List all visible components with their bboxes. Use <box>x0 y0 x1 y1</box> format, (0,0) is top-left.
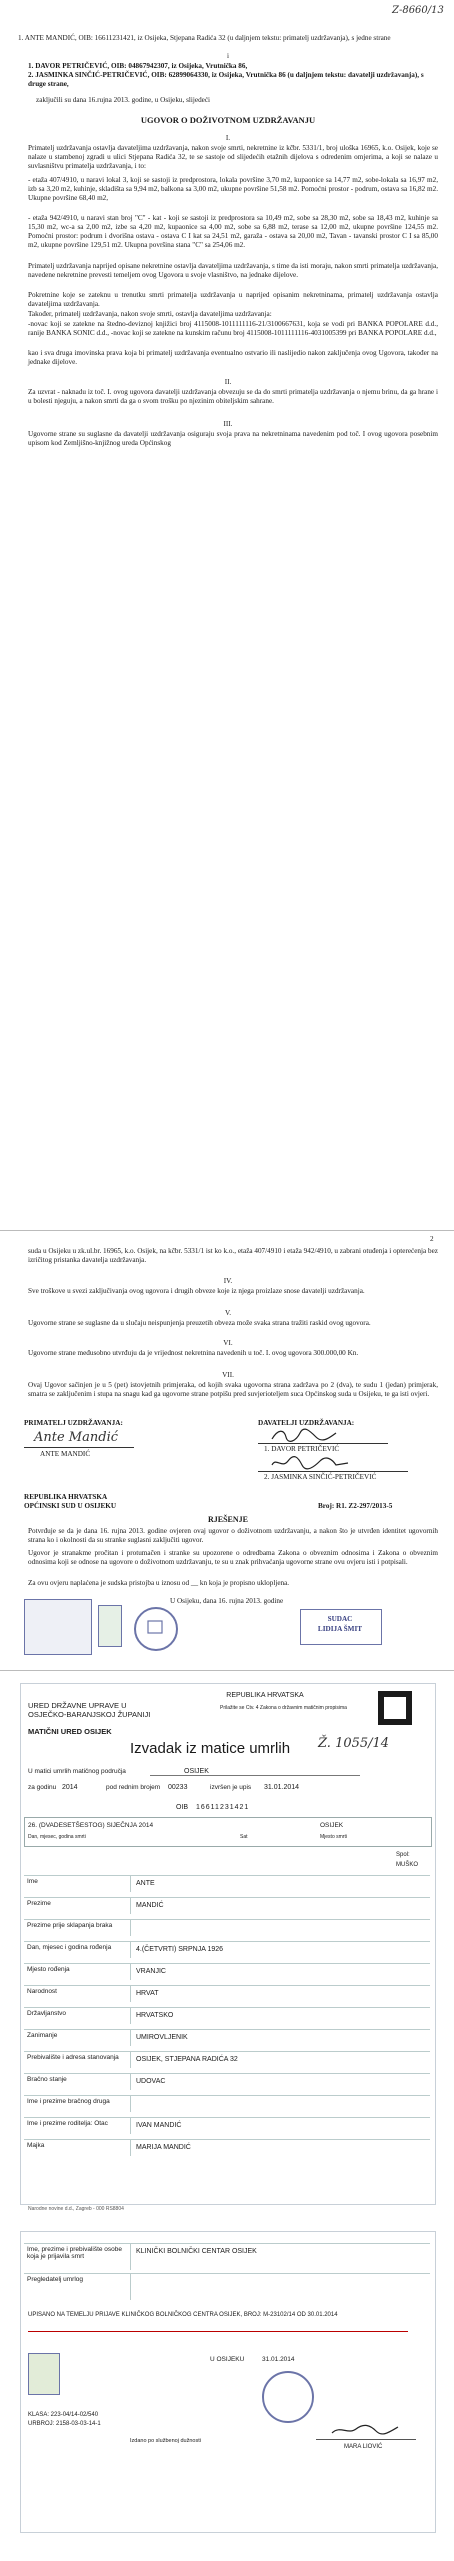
death-date-caption: Dan, mjesec, godina smrti <box>28 1834 86 1840</box>
data-row <box>24 2051 430 2068</box>
row-value: MANDIĆ <box>136 1902 164 1909</box>
death-place-value: OSIJEK <box>320 1822 344 1829</box>
row-label: Ime i prezime bračnog druga <box>27 2098 110 2105</box>
section-2-text: Za uzvrat - naknadu iz toč. I. ovog ugovora davatelji uzdržavanja obvezuju se da do smrti primatelja uzdržavanja o njemu brinu, da ga hrane i u bolesti njeguju, a nakon smrti da ga o svom trošku po njezinim obiteljskim sahrane. <box>28 388 438 405</box>
row-divider <box>130 2244 131 2270</box>
section-1-para-5: Pokretnine koje se zateknu u trenutku smrti primatelja uzdržavanja u naprijed opisanim nekretninama, primatelj uzdržavanja ostavlja davateljima uzdržavanja. <box>28 291 438 308</box>
section-7-number: VII. <box>222 1371 234 1379</box>
row-value: MARIJA MANDIĆ <box>136 2144 191 2151</box>
provider-1-name: 1. DAVOR PETRIČEVIĆ <box>264 1445 340 1453</box>
row-label: Ime, prezime i prebivalište osobe koja je prijavila smrt <box>27 2246 123 2260</box>
data-row <box>24 1875 430 1892</box>
section-1-para-1: Primatelj uzdržavanja ostavlja davateljima uzdržavanja, nakon svoje smrti, nekretnine iz kčbr. 5331/1, broj uloška 16965, k.o. Osijek, koje se nalaze u stambenoj zgradi u ulici Stjepana Radića 32, te se sastoje od slijedećih etažnih dijelova s odredenim omjerima, a koji se nalaze u suvlasništvu primatelja uzdržavanja, i to: <box>28 144 438 170</box>
book-underline <box>150 1775 360 1776</box>
footer-note: Narodne novine d.d., Zagreb - 000 RS8804 <box>28 2206 124 2212</box>
year-value: 2014 <box>62 1784 78 1791</box>
row-value: UMIROVLJENIK <box>136 2034 188 2041</box>
contract-title: UGOVOR O DOŽIVOTNOM UZDRŽAVANJU <box>140 115 316 125</box>
recipient-handwritten-signature: Ante Mandić <box>34 1430 119 1445</box>
party-2: 1. DAVOR PETRIČEVIĆ, OIB: 04867942307, iz Osijeka, Vrutnička 86, <box>28 62 248 70</box>
country-header: REPUBLIKA HRVATSKA <box>226 1692 304 1699</box>
corner-reference: Z-8660/13 <box>392 5 444 16</box>
row-label: Prezime prije sklapanja braka <box>27 1922 113 1929</box>
ruling-title: RJEŠENJE <box>207 1515 248 1524</box>
row-value: OSIJEK, STJEPANA RADIĆA 32 <box>136 2056 238 2063</box>
section-1-para-7: -novac koji se zatekne na štedno-deviznoj knjižici broj 4115008-1011111116-21/3100667631, koja se vodi pri BANKA POPOLARE d.d., ranije BANKA SONIC d.d., -novac koji se zatekne na kunskim računu broj 4115008-1011111116-4031005399 pri BANKA POPOLARE d.d., <box>28 320 438 337</box>
contract-page-2 <box>0 1230 454 1671</box>
registrar-name: MARA LIOVIĆ <box>344 2444 383 2450</box>
revenue-stamp <box>98 1605 122 1647</box>
section-1-para-2: - etaža 407/4910, u naravi lokal 3, koji se sastoji iz predprostora, lokala površine 3,70 m2, kupaonice sa 14,77 m2, sobe-lokala sa 16,97 m2, izb sa 3,20 m2, kuhinje, skladišta sa 9,94 m2, balkona sa 3,00 m2, ukupne površine 51,58 m2. Pomoćni prostor - podrum, ostava sa 16,82 m2. Ukupne površine 68,40 m2, <box>28 176 438 202</box>
registry-office: MATIČNI URED OSIJEK <box>28 1727 112 1736</box>
party-1: 1. ANTE MANDIĆ, OIB: 16611231421, iz Osijeka, Stjepana Radića 32 (u daljnjem tekstu: primatelj uzdržavanja), s jedne strane <box>18 34 391 42</box>
row-label: Dan, mjesec i godina rođenja <box>27 1944 112 1951</box>
row-divider <box>130 2074 131 2090</box>
issued-date: 31.01.2014 <box>262 2356 295 2363</box>
row-value: HRVATSKO <box>136 2012 174 2019</box>
section-5-number: V. <box>224 1309 232 1317</box>
contract-intro: zaključili su dana 16.rujna 2013. godine, u Osijeku, slijedeći <box>36 96 211 104</box>
row-label: Zanimanje <box>27 2032 58 2039</box>
remark-strike <box>28 2331 408 2332</box>
ruling-place-date: U Osijeku, dana 16. rujna 2013. godine <box>170 1597 284 1605</box>
provider-1-signature-line <box>258 1443 388 1444</box>
judge-name: LIDIJA ŠMIT <box>317 1625 363 1633</box>
data-row <box>24 2029 430 2046</box>
page-number: 2 <box>430 1235 434 1243</box>
party-conjunction: i <box>227 52 229 60</box>
registrar-line <box>316 2439 416 2440</box>
row-divider <box>130 1986 131 2002</box>
data-row <box>24 2007 430 2024</box>
data-row <box>24 2073 430 2090</box>
data-row <box>24 1963 430 1980</box>
row-label: Prezime <box>27 1900 51 1907</box>
court-fee-stamp <box>24 1599 92 1655</box>
section-4-text: Sve troškove u svezi zaključivanja ovog ugovora i drugih obveze koje iz njega proizlaze snose davatelji uzdržavanja. <box>28 1287 365 1295</box>
death-time-caption: Sat <box>240 1834 248 1840</box>
row-value: 4.(ČETVRTI) SRPNJA 1926 <box>136 1946 224 1953</box>
row-label: Prebivalište i adresa stanovanja <box>27 2054 119 2061</box>
oib-value: 16611231421 <box>196 1804 250 1811</box>
row-divider <box>130 2052 131 2068</box>
ruling-para-3: Za ovu ovjeru naplaćena je sudska pristojba u iznosu od __ kn koja je propisno uklopljena. <box>28 1579 290 1587</box>
coat-of-arms-icon <box>140 1619 170 1635</box>
data-row <box>24 2095 430 2112</box>
row-value: HRVAT <box>136 1990 159 1997</box>
data-row <box>24 1919 430 1936</box>
recipient-name: ANTE MANDIĆ <box>40 1450 91 1458</box>
section-4-number: IV. <box>223 1277 233 1285</box>
row-value: VRANJIC <box>136 1968 166 1975</box>
section-3-text: Ugovorne strane su suglasne da davatelji uzdržavanja osiguraju svoja prava na nekretninama navedenim pod toč. I ovog ugovora posebnim upisom kod Zemljišno-knjižnog ureda Općinskog <box>28 430 438 447</box>
legal-side-note: Prilažite se Ctv. 4 Zakona o državnim matičnim propisima <box>220 1705 347 1711</box>
row-divider <box>130 1942 131 1958</box>
certificate-title: Izvadak iz matice umrlih <box>130 1740 291 1757</box>
court-reference: Broj: R1. Z2-297/2013-5 <box>318 1502 393 1510</box>
registration-remark: UPISANO NA TEMELJU PRIJAVE KLINIČKOG BOLNIČKOG CENTRA OSIJEK, BROJ: M-23102/14 OD 30.01.2014 <box>28 2312 338 2318</box>
book-label: U matici umrlih matičnog područja <box>28 1768 126 1775</box>
registry-seal <box>262 2371 314 2423</box>
section-3-number: III. <box>223 420 233 428</box>
sex-label: Spol: <box>396 1852 410 1858</box>
row-value: KLINIČKI BOLNIČKI CENTAR OSIJEK <box>136 2248 257 2255</box>
row-divider <box>130 1920 131 1936</box>
row-label: Ime <box>27 1878 38 1885</box>
provider-1-signature <box>270 1427 340 1443</box>
row-label: Bračno stanje <box>27 2076 67 2083</box>
row-divider <box>130 2274 131 2300</box>
registered-date-value: 31.01.2014 <box>264 1784 300 1791</box>
entry-value: 00233 <box>168 1784 188 1791</box>
section-1-number: I. <box>225 134 231 142</box>
recipient-signature-line <box>24 1447 134 1448</box>
row-label: Mjesto rođenja <box>27 1966 70 1973</box>
section-1-para-6: Također, primatelj uzdržavanja, nakon svoje smrti, ostavlja davateljima uzdržavanja: <box>28 310 272 318</box>
death-date-value: 26. (DVADESETŠESTOG) SIJEČNJA 2014 <box>28 1822 154 1829</box>
row-divider <box>130 1876 131 1892</box>
row-divider <box>130 2030 131 2046</box>
row-divider <box>130 1964 131 1980</box>
row-label: Državljanstvo <box>27 2010 67 2017</box>
provider-2-signature <box>270 1455 350 1471</box>
section-1-para-8: kao i sva druga imovinska prava koja bi primatelj uzdržavanja eventualno ostvario ili naslijedio nakon zaključenja ovog Ugovora, također na jednake dijelove. <box>28 349 438 366</box>
judge-title: SUDAC <box>327 1615 353 1623</box>
oib-label: OIB <box>176 1804 189 1811</box>
row-value: ANTE <box>136 1880 155 1887</box>
data-row <box>24 1941 430 1958</box>
row-divider <box>130 2008 131 2024</box>
death-certificate-extract <box>0 1670 454 2561</box>
office-line-2: OSJEČKO-BARANJSKOJ ŽUPANIJI <box>28 1710 151 1719</box>
year-label: za godinu <box>28 1784 57 1791</box>
fee-stamp-left <box>28 2353 60 2395</box>
section-1-para-4: Primatelj uzdržavanja naprijed opisane nekretnine ostavlja davateljima uzdržavanja, s time da isti moraju, nakon smrti primatelja uzdržavanja, navedene nekretnine prevesti temeljem ovog Ugovora u svoje vlasništvo, na jednake dijelove. <box>28 262 438 279</box>
klasa: KLASA: 223-04/14-02/540 <box>28 2412 99 2418</box>
row-label: Ime i prezime roditelja: Otac <box>27 2120 108 2127</box>
row-divider <box>130 2096 131 2112</box>
issued-place: U OSIJEKU <box>210 2356 245 2363</box>
ruling-para-1: Potvrđuje se da je dana 16. rujna 2013. godine ovjeren ovaj ugovor o doživotnom uzdržavanju, a nakon što je utvrđen identitet ugovornih strana ko i okolnosti da su stranke suglasni zaključiti ugovor. <box>28 1527 438 1544</box>
providers-signature-title: DAVATELJI UZDRŽAVANJA: <box>258 1419 355 1427</box>
ruling-para-2: Ugovor je stranakme pročitan i protumačen i stranke su upozorene o odredbama Zakona o obveznim odnosima i Zakona o obveznim odnosima koji se odnose na ugovore o doživotnom uzdržavanju, te su u znak prihvaćanja ugovorne strane ovu ovjeru isti i potpisali. <box>28 1549 438 1566</box>
data-row <box>24 1985 430 2002</box>
data-row <box>24 2139 430 2156</box>
court-name: OPĆINSKI SUD U OSIJEKU <box>24 1502 117 1510</box>
book-value: OSIJEK <box>184 1768 209 1775</box>
section-7-text: Ovaj Ugovor sačinjen je u 5 (pet) istovjetnih primjeraka, od kojih svaka ugovorna strana zadržava po 2 (dva), te sudu 1 (jedan) primjerak, smatra se zaključenim i stupa na snagu kad ga ugovorne strane potpišu pred suvjerioteljem suca Općinskog suda u Osijeku, te ga isti ovjeri. <box>28 1381 438 1398</box>
row-divider <box>130 2140 131 2156</box>
office-line-1: URED DRŽAVNE UPRAVE U <box>28 1701 127 1710</box>
handwritten-reference: Ž. 1055/14 <box>318 1736 390 1751</box>
row-divider <box>130 1898 131 1914</box>
entry-label: pod rednim brojem <box>106 1784 161 1791</box>
row-value: UDOVAC <box>136 2078 166 2085</box>
row-label: Pregledatelj umrlog <box>27 2276 84 2283</box>
section-3-continued: suda u Osijeku u zk.ul.br. 16965, k.o. Osijek, na kčbr. 5331/1 ist ko k.o., etaža 407/4910 i etaža 942/4910, u zabrani otuđenja i opterećenja bez izričitog pristanka davatelja uzdržavanja. <box>28 1247 438 1264</box>
section-2-number: II. <box>224 378 232 386</box>
party-3: 2. JASMINKA SINČIĆ-PETRIČEVIĆ, OIB: 62899064330, iz Osijeka, Vrutnička 86 (u daljnjem tekstu: davatelji uzdržavanja), s druge strane, <box>28 71 424 88</box>
registered-date-label: izvršen je upis <box>210 1784 252 1791</box>
recipient-signature-title: PRIMATELJ UZDRŽAVANJA: <box>24 1419 123 1427</box>
data-row <box>24 1897 430 1914</box>
reporter-row <box>24 2273 430 2300</box>
registrar-signature <box>330 2423 400 2437</box>
urbroj: URBROJ: 2158-03-03-14-1 <box>28 2421 101 2427</box>
row-value: IVAN MANDIĆ <box>136 2122 182 2129</box>
section-5-text: Ugovorne strane se suglasne da u slučaju neispunjenja preuzetih obveza može svaka strana tražiti raskid ovog ugovora. <box>28 1319 371 1327</box>
section-6-text: Ugovorne strane međusobno utvrđuju da je vrijednost nekretnina navedenih u toč. I. ovog ugovora 300.000,00 Kn. <box>28 1349 359 1357</box>
provider-2-signature-line <box>258 1471 408 1472</box>
section-6-number: VI. <box>223 1339 233 1347</box>
reporter-row <box>24 2243 430 2270</box>
court-country: REPUBLIKA HRVATSKA <box>24 1493 108 1501</box>
provider-2-name: 2. JASMINKA SINČIĆ-PETRIČEVIĆ <box>264 1473 377 1481</box>
issued-by-label: Izdano po službenoj dužnosti <box>130 2438 201 2444</box>
row-label: Narodnost <box>27 1988 57 1995</box>
data-row <box>24 2117 430 2134</box>
death-place-caption: Mjesto smrti <box>320 1834 347 1840</box>
sex-value: MUŠKO <box>396 1862 419 1868</box>
section-1-para-3: - etaža 942/4910, u naravi stan broj "C" - kat - koji se sastoji iz predprostora sa 10,49 m2, sobe sa 28,30 m2, sobe sa 18,43 m2, kuhinje sa 15,30 m2, wc-a sa 2,00 m2, izbe sa 4,20 m2, kupaonice sa 4,00 m2, sobe sa 6,88 m2, terase sa 12,00 m2, ukupne površine 124,55 m2. Pomoćni prostor: podrum i dvorišna ostava - ostava C I kat sa 24,51 m2, garaža - ostava sa 20,00 m2, Tavan - tavanski prostor C I sa 85,00 m2, ukupne površine 129,51 m2. Ukupna površina stana "C" sa 254,06 m2. <box>28 214 438 249</box>
contract-page-1 <box>0 0 454 1230</box>
barcode-inner <box>384 1697 406 1719</box>
row-label: Majka <box>27 2142 45 2149</box>
row-divider <box>130 2118 131 2134</box>
